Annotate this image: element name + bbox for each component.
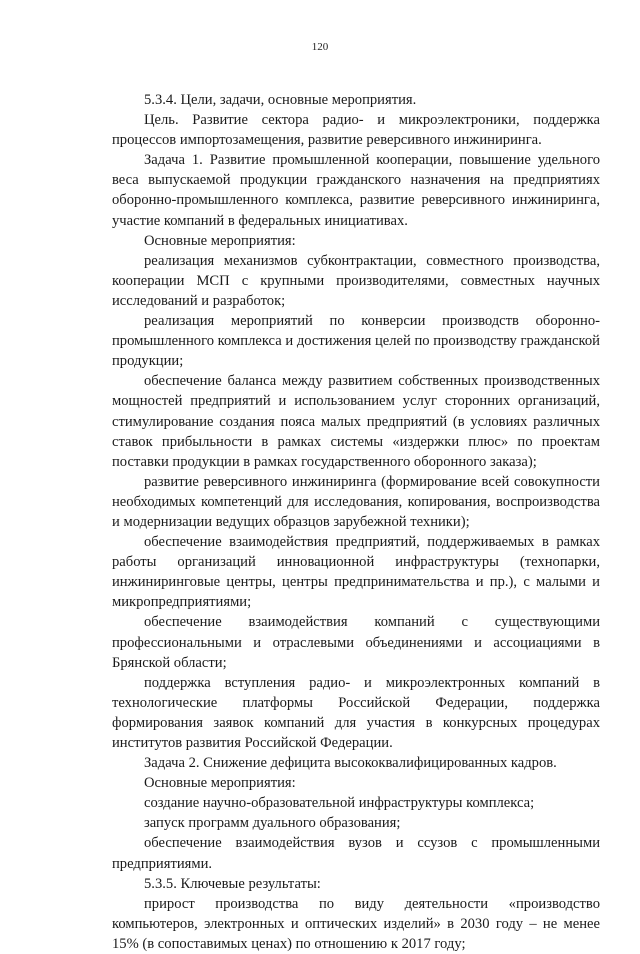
main-activities-label: Основные мероприятия: bbox=[144, 232, 296, 249]
activity-item: обеспечение взаимодействия вузов и ссузов с промышленными предприятиями. bbox=[112, 835, 600, 872]
page-number: 120 bbox=[311, 41, 329, 53]
activity-item: реализация мероприятий по конверсии производств оборонно-промышленного комплекса и достижения целей по производству гражданской продукции; bbox=[112, 313, 600, 370]
activity-item: обеспечение баланса между развитием собственных производственных мощностей предприятий и использованием услуг сторонних организаций, стимулирование создания пояса малых предприятий (в условиях различных ставок прибыльности в рамках системы «издержки плюс» по проектам поставки продукции в рамках государственного оборонного заказа); bbox=[112, 373, 600, 470]
activity-item: поддержка вступления радио- и микроэлектронных компаний в технологические платформы Российской Федерации, поддержка формирования заявок компаний для участия в конкурсных процедурах институтов развития Российской Федерации. bbox=[112, 674, 600, 751]
section-heading: 5.3.4. Цели, задачи, основные мероприятия. bbox=[144, 92, 417, 108]
activity-item: обеспечение взаимодействия компаний с существующими профессиональными и отраслевыми объединениями и ассоциациями в Брянской области; bbox=[112, 614, 600, 671]
activity-item: создание научно-образовательной инфраструктуры комплекса; bbox=[144, 795, 535, 812]
activity-item: запуск программ дуального образования; bbox=[144, 815, 401, 832]
activity-item: развитие реверсивного инжиниринга (формирование всей совокупности необходимых компетенций для исследования, копирования, воспроизводства и модернизации ведущих образцов зарубежной техники); bbox=[112, 473, 600, 530]
main-activities-label: Основные мероприятия: bbox=[144, 775, 296, 792]
activity-item: реализация механизмов субконтрактации, совместного производства, кооперации МСП с крупными производителями, совместных научных исследований и разработок; bbox=[112, 252, 600, 309]
goal-paragraph: Цель. Развитие сектора радио- и микроэлектроники, поддержка процессов импортозамещения, развитие реверсивного инжиниринга. bbox=[112, 112, 600, 149]
result-item: прирост производства по виду деятельности «производство компьютеров, электронных и оптических изделий» в 2030 году – не менее 15% (в сопоставимых ценах) по отношению к 2017 году; bbox=[112, 895, 600, 952]
task-2-paragraph: Задача 2. Снижение дефицита высококвалифицированных кадров. bbox=[144, 755, 557, 772]
document-body bbox=[112, 90, 600, 954]
activity-item: обеспечение взаимодействия предприятий, поддерживаемых в рамках работы организаций инновационной инфраструктуры (технопарки, инжиниринговые центры, центры предпринимательства и пр.), с малыми и микропредприятиями; bbox=[112, 534, 600, 611]
task-1-paragraph: Задача 1. Развитие промышленной кооперации, повышение удельного веса выпускаемой продукции гражданского назначения на предприятиях оборонно-промышленного комплекса, развитие реверсивного инжиниринга, участие компаний в федеральных инициативах. bbox=[112, 152, 600, 229]
section-heading: 5.3.5. Ключевые результаты: bbox=[144, 875, 321, 892]
